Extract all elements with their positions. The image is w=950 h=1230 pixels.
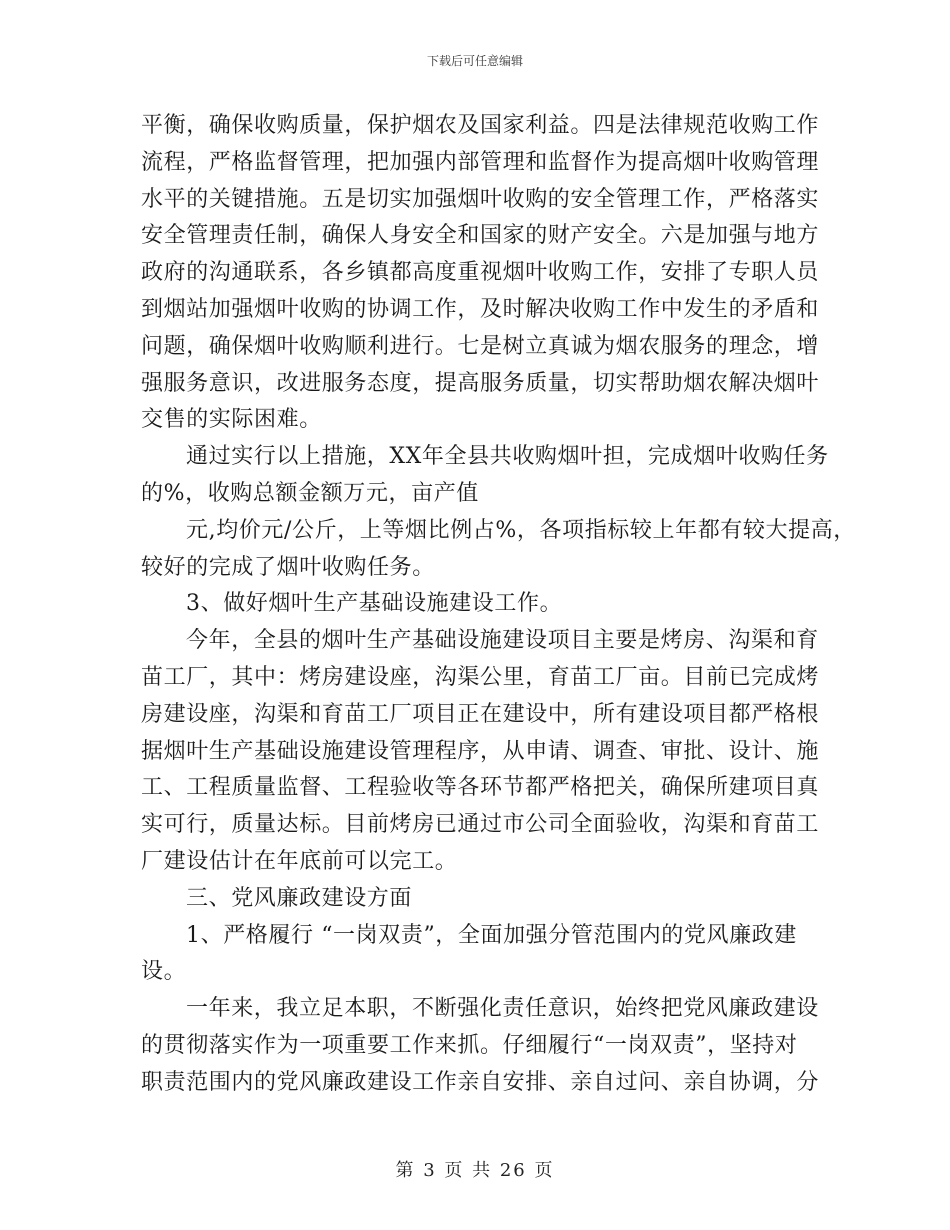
text-line: 房建设座，沟渠和育苗工厂项目正在建设中，所有建设项目都严格根	[141, 701, 820, 727]
text-line: 元,均价元/公斤，上等烟比例占%，各项指标较上年都有较大提高，	[186, 517, 856, 543]
text-line: 到烟站加强烟叶收购的协调工作，及时解决收购工作中发生的矛盾和	[141, 296, 820, 322]
text-line: 苗工厂，其中：烤房建设座，沟渠公里，育苗工厂亩。目前已完成烤	[141, 664, 820, 690]
text-line: 设。	[141, 959, 187, 985]
text-line: 的%，收购总额金额万元，亩产值	[141, 480, 479, 506]
text-line: 平衡，确保收购质量，保护烟农及国家利益。四是法律规范收购工作	[141, 113, 820, 138]
text-line: 一年来，我立足本职，不断强化责任意识，始终把党风廉政建设	[186, 996, 819, 1022]
text-line: 实可行，质量达标。目前烤房已通过市公司全面验收，沟渠和育苗工	[141, 812, 820, 838]
text-line: 工、工程质量监督、工程验收等各环节都严格把关，确保所建项目真	[141, 775, 820, 801]
text-line: 三、党风廉政建设方面	[186, 885, 413, 911]
document-body	[141, 108, 856, 1102]
text-line: 水平的关键措施。五是切实加强烟叶收购的安全管理工作，严格落实	[141, 186, 820, 212]
text-line: 较好的完成了烟叶收购任务。	[141, 554, 435, 580]
text-line: 今年，全县的烟叶生产基础设施建设项目主要是烤房、沟渠和育	[186, 628, 819, 654]
text-line: 安全管理责任制，确保人身安全和国家的财产安全。六是加强与地方	[141, 223, 820, 249]
text-line: 1、严格履行 “一岗双责”，全面加强分管范围内的党风廉政建	[186, 922, 797, 948]
text-line: 3、做好烟叶生产基础设施建设工作。	[186, 591, 563, 617]
text-line: 通过实行以上措施，XX年全县共收购烟叶担，完成烟叶收购任务	[186, 444, 829, 470]
text-line: 政府的沟通联系，各乡镇都高度重视烟叶收购工作，安排了专职人员	[141, 260, 820, 286]
text-line: 强服务意识，改进服务态度，提高服务质量，切实帮助烟农解决烟叶	[141, 370, 820, 396]
page-footer: 第 3 页 共 26 页	[395, 1160, 555, 1181]
text-line: 的贯彻落实作为一项重要工作来抓。仔细履行“一岗双责”，坚持对	[141, 1032, 798, 1058]
text-line: 厂建设估计在年底前可以完工。	[141, 848, 458, 874]
text-line: 据烟叶生产基础设施建设管理程序，从申请、调查、审批、设计、施	[141, 738, 820, 764]
text-line: 职责范围内的党风廉政建设工作亲自安排、亲自过问、亲自协调，分	[141, 1069, 820, 1095]
page-header: 下载后可任意编辑	[426, 54, 523, 68]
text-line: 交售的实际困难。	[141, 407, 322, 433]
text-line: 问题，确保烟叶收购顺利进行。七是树立真诚为烟农服务的理念，增	[141, 333, 820, 359]
text-line: 流程，严格监督管理，把加强内部管理和监督作为提高烟叶收购管理	[141, 149, 820, 175]
